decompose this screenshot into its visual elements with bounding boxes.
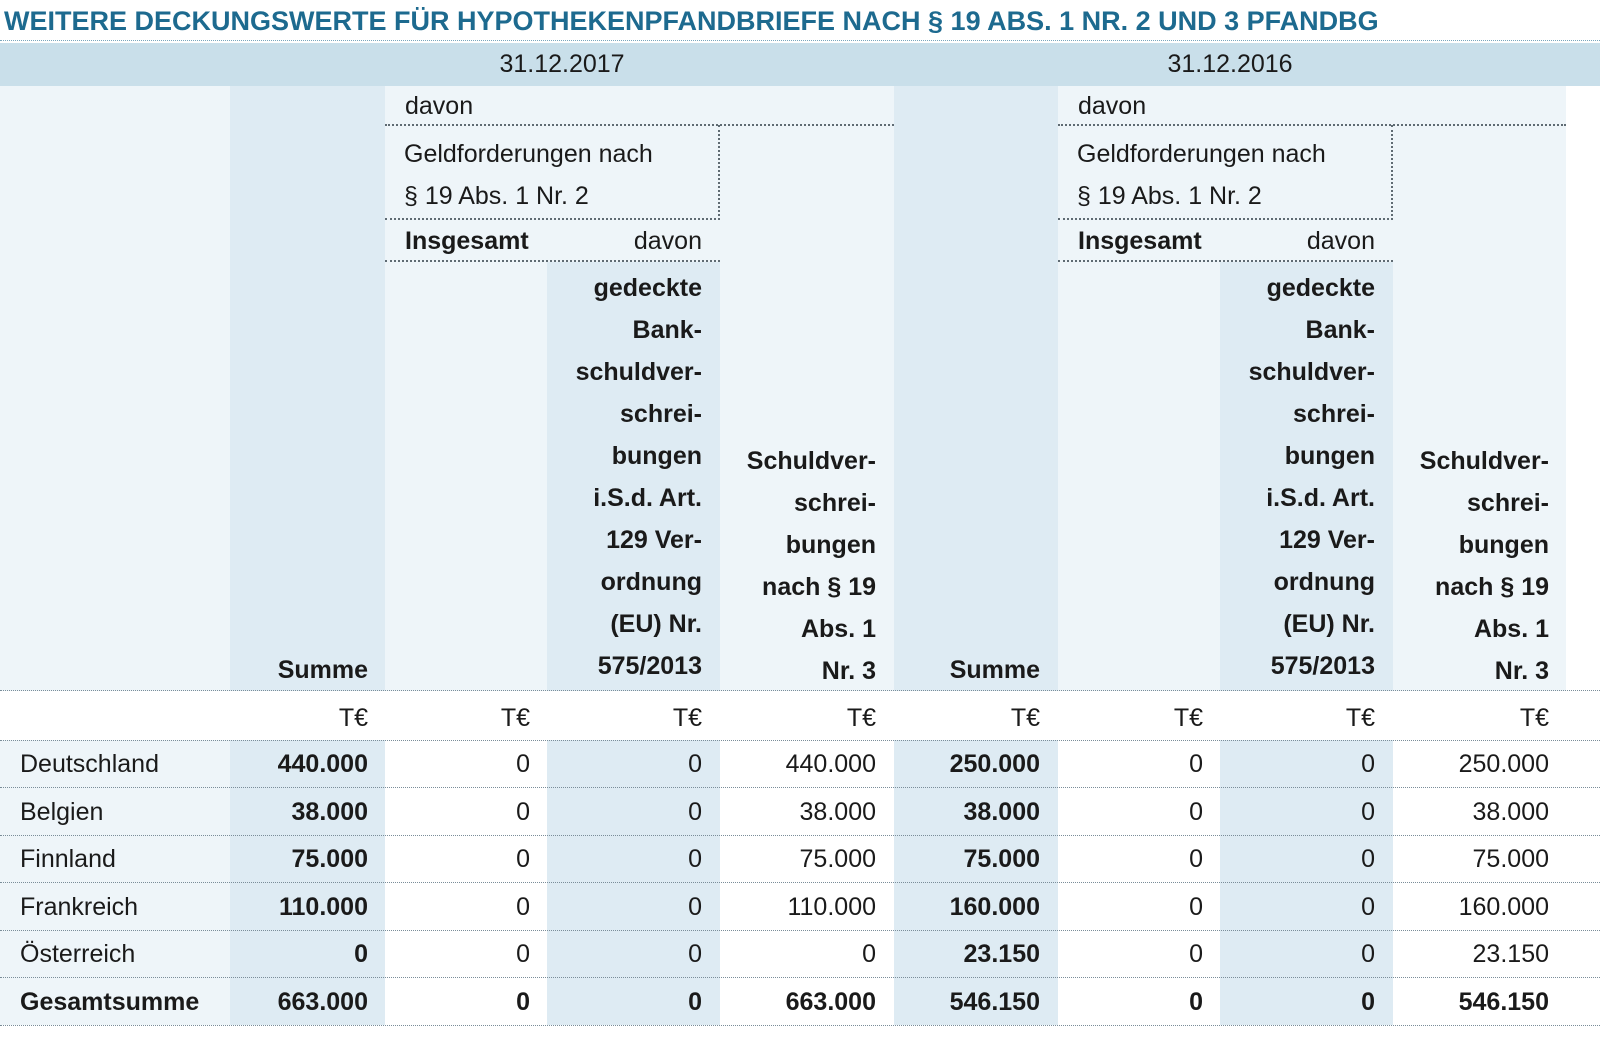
table-cell: 110.000 xyxy=(787,892,876,921)
schuld-header-line: Abs. 1 xyxy=(1473,615,1549,643)
header-bottom-rule xyxy=(0,690,1600,691)
gedeckte-header-line: bungen xyxy=(1284,442,1375,470)
gedeckte-header-line: 575/2013 xyxy=(1270,652,1375,680)
geld-2016-line2: § 19 Abs. 1 Nr. 2 xyxy=(1077,182,1262,210)
table-cell: 440.000 xyxy=(785,750,876,778)
year-2017-label: 31.12.2017 xyxy=(499,50,625,78)
table-cell: 0 xyxy=(354,940,368,968)
title-rule xyxy=(0,40,1600,41)
table-cell: 110.000 xyxy=(279,892,368,921)
gedeckte-header-line: schuldver- xyxy=(1248,358,1375,386)
table-cell: 0 xyxy=(516,940,530,968)
table-cell: 0 xyxy=(516,892,530,921)
table-cell: 663.000 xyxy=(785,987,876,1016)
row-label: Deutschland xyxy=(20,750,159,778)
table-cell: 23.150 xyxy=(1472,940,1549,968)
table-cell: 0 xyxy=(1361,797,1375,826)
table-cell: 0 xyxy=(688,940,702,968)
table-cell: 38.000 xyxy=(1472,797,1549,826)
schuld-header-line: Nr. 3 xyxy=(821,657,876,685)
schuld-header-line: nach § 19 xyxy=(762,573,876,601)
summe-2016-column-bg xyxy=(894,86,1058,691)
table-cell: 75.000 xyxy=(291,845,368,873)
gedeckte-header-line: 575/2013 xyxy=(597,652,702,680)
table-cell: 546.150 xyxy=(1458,987,1549,1016)
table-cell: 0 xyxy=(1361,940,1375,968)
gedeckte-header-line: (EU) Nr. xyxy=(610,610,702,638)
unit-label: T€ xyxy=(1173,704,1203,732)
unit-label: T€ xyxy=(338,704,368,732)
gedeckte-2016-header xyxy=(1220,267,1375,687)
table-cell: 0 xyxy=(688,892,702,921)
table-cell: 75.000 xyxy=(963,845,1040,873)
insgesamt-2017-label: Insgesamt xyxy=(405,227,529,255)
gedeckte-header-line: ordnung xyxy=(1273,568,1375,596)
insgesamt-2016-label: Insgesamt xyxy=(1078,227,1202,255)
schuld-header-line: bungen xyxy=(1458,531,1549,559)
schuld-header-line: Nr. 3 xyxy=(1494,657,1549,685)
table-cell: 0 xyxy=(1361,845,1375,873)
table-cell: 440.000 xyxy=(277,750,368,778)
table-cell: 0 xyxy=(516,987,530,1016)
davon-2016-label: davon xyxy=(1078,92,1147,120)
table-cell: 0 xyxy=(688,750,702,778)
geld-2016-line1: Geldforderungen nach xyxy=(1077,140,1326,168)
table-cell: 0 xyxy=(1361,892,1375,921)
geld-2016-rule xyxy=(1058,218,1393,220)
gedeckte-header-line: i.S.d. Art. xyxy=(1266,484,1375,512)
summe-2017-header: Summe xyxy=(277,656,368,684)
schuld-header-line: nach § 19 xyxy=(1435,573,1549,601)
table-cell: 160.000 xyxy=(949,892,1040,921)
insgesamt-2016-rule xyxy=(1058,260,1393,262)
table-cell: 0 xyxy=(1189,940,1203,968)
gedeckte-header-line: Bank- xyxy=(632,316,702,344)
table-cell: 0 xyxy=(516,750,530,778)
unit-label: T€ xyxy=(846,704,876,732)
geld-2017-rule xyxy=(385,218,720,220)
gedeckte-header-line: i.S.d. Art. xyxy=(593,484,702,512)
table-cell: 0 xyxy=(688,845,702,873)
schuld-header-line: schrei- xyxy=(794,489,876,517)
table-cell: 0 xyxy=(688,987,702,1016)
table-cell: 0 xyxy=(862,940,876,968)
gedeckte-header-line: ordnung xyxy=(600,568,702,596)
table-cell: 0 xyxy=(1189,892,1203,921)
davon2-2017-label: davon xyxy=(633,227,702,255)
schuld-header-line: Schuldver- xyxy=(1419,447,1549,475)
schuld-2017-header xyxy=(720,440,876,692)
gedeckte-header-line: 129 Ver- xyxy=(1279,526,1375,554)
unit-label: T€ xyxy=(500,704,530,732)
table-cell: 0 xyxy=(1189,987,1203,1016)
insgesamt-2017-rule xyxy=(385,260,720,262)
table-cell: 0 xyxy=(1361,987,1375,1016)
table-cell: 250.000 xyxy=(949,750,1040,778)
table-cell: 546.150 xyxy=(949,987,1040,1016)
gedeckte-2017-header xyxy=(547,267,702,687)
schuld-2016-header xyxy=(1393,440,1549,692)
davon-2016-rule xyxy=(1058,124,1566,126)
schuld-header-line: bungen xyxy=(785,531,876,559)
table-cell: 38.000 xyxy=(291,797,368,826)
schuld-header-line: Schuldver- xyxy=(746,447,876,475)
geld-2017-right-rule xyxy=(718,125,720,220)
table-cell: 75.000 xyxy=(799,845,876,873)
unit-label: T€ xyxy=(1519,704,1549,732)
row-label: Gesamtsumme xyxy=(20,987,200,1016)
table-cell: 250.000 xyxy=(1458,750,1549,778)
table-cell: 38.000 xyxy=(799,797,876,826)
unit-label: T€ xyxy=(1345,704,1375,732)
geld-2017-line1: Geldforderungen nach xyxy=(404,140,653,168)
year-2016-label: 31.12.2016 xyxy=(1167,50,1293,78)
label-column-header-bg xyxy=(0,86,230,691)
gedeckte-header-line: (EU) Nr. xyxy=(1283,610,1375,638)
gedeckte-header-line: gedeckte xyxy=(593,274,702,302)
table-cell: 0 xyxy=(1189,750,1203,778)
geld-2017-line2: § 19 Abs. 1 Nr. 2 xyxy=(404,182,589,210)
table-cell: 23.150 xyxy=(963,940,1040,968)
row-label: Finnland xyxy=(20,845,116,873)
gedeckte-header-line: Bank- xyxy=(1305,316,1375,344)
schuld-header-line: schrei- xyxy=(1467,489,1549,517)
table-cell: 0 xyxy=(516,797,530,826)
table-cell: 75.000 xyxy=(1472,845,1549,873)
geld-2016-right-rule xyxy=(1391,125,1393,220)
table-cell: 160.000 xyxy=(1458,892,1549,921)
table-cell: 0 xyxy=(1189,845,1203,873)
table-cell: 0 xyxy=(1361,750,1375,778)
row-rule xyxy=(0,1025,1600,1026)
table-cell: 0 xyxy=(1189,797,1203,826)
unit-label: T€ xyxy=(1010,704,1040,732)
row-label: Frankreich xyxy=(20,892,139,921)
table-cell: 0 xyxy=(688,797,702,826)
gedeckte-header-line: 129 Ver- xyxy=(606,526,702,554)
gedeckte-header-line: schuldver- xyxy=(575,358,702,386)
gedeckte-header-line: schrei- xyxy=(1293,400,1375,428)
table-cell: 0 xyxy=(516,845,530,873)
davon-2017-label: davon xyxy=(405,92,474,120)
summe-2016-header: Summe xyxy=(949,656,1040,684)
table-cell: 38.000 xyxy=(963,797,1040,826)
schuld-header-line: Abs. 1 xyxy=(800,615,876,643)
table-title: WEITERE DECKUNGSWERTE FÜR HYPOTHEKENPFANDBRIEFE NACH § 19 ABS. 1 NR. 2 UND 3 PFANDBG xyxy=(4,6,1379,36)
gedeckte-header-line: bungen xyxy=(611,442,702,470)
row-label: Belgien xyxy=(20,797,104,826)
gedeckte-header-line: schrei- xyxy=(620,400,702,428)
row-label: Österreich xyxy=(20,940,136,968)
table-cell: 663.000 xyxy=(277,987,368,1016)
davon2-2016-label: davon xyxy=(1306,227,1375,255)
davon-2017-rule xyxy=(385,124,894,126)
unit-label: T€ xyxy=(672,704,702,732)
summe-2017-column-bg xyxy=(230,86,385,691)
gedeckte-header-line: gedeckte xyxy=(1266,274,1375,302)
